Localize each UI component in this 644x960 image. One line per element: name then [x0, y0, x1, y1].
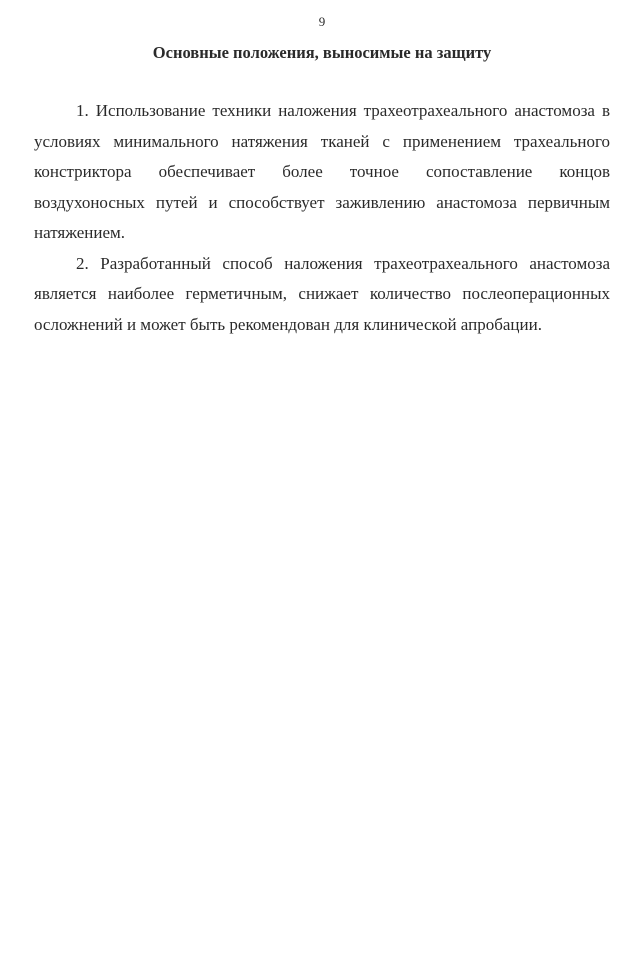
- section-heading: Основные положения, выносимые на защиту: [152, 43, 492, 62]
- page-number: 9: [318, 14, 326, 29]
- paragraph-2: 2. Разработанный способ наложения трахеотрахеального анастомоза является наиболее герметичным, снижает количество послеоперационных осложнений и может быть рекомендован для клинической апробации.: [34, 253, 610, 334]
- paragraph-1: 1. Использование техники наложения трахеотрахеального анастомоза в условиях минимального натяжения тканей с применением трахеального констриктора обеспечивает более точное сопоставление концов воздухоносных путей и способствует заживлению анастомоза первичным натяжением.: [34, 101, 610, 242]
- document-body: [34, 96, 610, 340]
